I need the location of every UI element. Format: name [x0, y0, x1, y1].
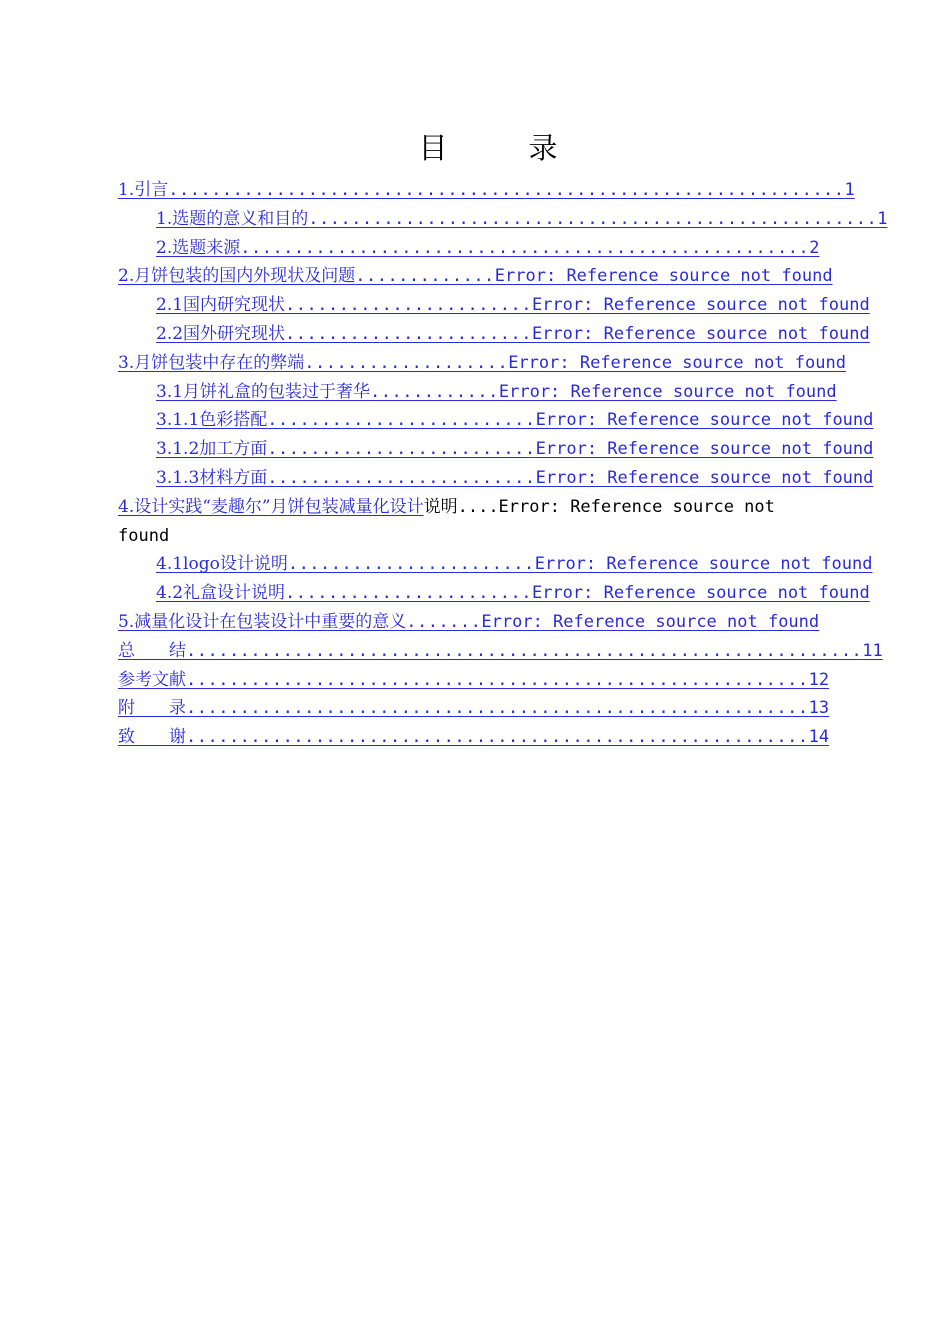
toc-dot-leader: ....................... [285, 583, 532, 604]
toc-dot-leader: .......................................................... [186, 698, 809, 719]
toc-page-number: Error: Reference source not found [531, 583, 870, 604]
toc-page-number: Error: Reference source not found [535, 439, 874, 460]
toc-entry-label: 3.1.1色彩搭配 [156, 410, 268, 431]
toc-entry-label: 4.设计实践“麦趣尔”月饼包装减量化设计 [118, 496, 424, 517]
toc-dot-leader: ..................................................... [308, 208, 878, 229]
toc-entry-label: 3.1.3材料方面 [156, 467, 268, 488]
toc-dot-leader: ............................................................... [186, 640, 863, 661]
toc-dot-leader: ......................... [267, 410, 536, 431]
toc-dot-leader: ................... [304, 352, 509, 373]
toc-entry-label: 总 结 [118, 640, 186, 661]
toc-entry-label: 1.引言 [118, 180, 169, 200]
toc-page-number: 12 [808, 669, 830, 690]
toc-entry-logo-design[interactable] [118, 550, 873, 579]
toc-entry-introduction[interactable] [118, 176, 855, 205]
toc-dot-leader: ......................... [267, 439, 536, 460]
toc-page-number: 1 [877, 208, 888, 229]
toc-dot-leader: ....................... [285, 323, 532, 344]
toc-dot-leader: .......................................................... [186, 727, 809, 748]
toc-dot-leader: ....................... [285, 295, 532, 316]
toc-page-number: Error: Reference source not found [494, 266, 833, 287]
toc-entry-giftbox-design[interactable] [118, 579, 870, 608]
toc-page-number: Error: Reference source not found [531, 323, 870, 344]
toc-page-number: 14 [808, 727, 830, 748]
toc-page-number: Error: Reference source not found [481, 611, 820, 632]
toc-entry-label: 2.月饼包装的国内外现状及问题 [118, 266, 356, 287]
toc-entry-design-practice[interactable] [118, 493, 834, 551]
toc-entry-unlinked-text: 说明....Error: Reference source not found [118, 496, 775, 546]
toc-entry-acknowledgements[interactable] [118, 723, 834, 752]
toc-entry-significance[interactable] [118, 205, 888, 234]
toc-entry-label: 参考文献 [118, 669, 186, 690]
toc-entry-significance-of-reduction[interactable] [118, 608, 834, 637]
toc-entry-label: 3.1月饼礼盒的包装过于奢华 [156, 381, 371, 402]
toc-dot-leader: ....................... [287, 554, 535, 575]
toc-dot-leader: ............ [370, 381, 499, 402]
toc-page-number: Error: Reference source not found [498, 381, 837, 402]
toc-entry-label: 致 谢 [118, 727, 186, 748]
toc-page-number: 11 [862, 640, 883, 661]
toc-page-number: Error: Reference source not found [535, 467, 874, 488]
toc-entry-foreign-research[interactable] [118, 320, 870, 349]
toc-entry-processing[interactable] [118, 435, 874, 464]
toc-entry-label: 4.2礼盒设计说明 [156, 583, 286, 604]
toc-entry-color-matching[interactable] [118, 406, 874, 435]
toc-entry-label: 3.月饼包装中存在的弊端 [118, 352, 305, 373]
toc-entry-label: 5.减量化设计在包装设计中重要的意义 [118, 611, 407, 632]
toc-title: 目 录 [418, 131, 584, 165]
toc-page-number: Error: Reference source not found [508, 352, 846, 373]
toc-entry-luxury-packaging[interactable] [118, 378, 837, 407]
toc-page-number: Error: Reference source not found [534, 554, 873, 575]
toc-entry-label: 3.1.2加工方面 [156, 439, 268, 460]
toc-dot-leader: ............................................................... [168, 180, 845, 200]
toc-page-number: 1 [844, 180, 855, 200]
toc-entry-drawbacks[interactable] [118, 349, 846, 378]
toc-entry-source[interactable] [118, 234, 834, 263]
toc-page-number: Error: Reference source not found [531, 295, 870, 316]
toc-entry-label: 4.1logo设计说明 [156, 554, 288, 575]
toc-entry-appendix[interactable] [118, 694, 834, 723]
toc-dot-leader: ..................................................... [240, 237, 810, 258]
toc-entry-status-and-problems[interactable] [118, 262, 834, 291]
toc-entry-label: 2.2国外研究现状 [156, 323, 286, 344]
toc-dot-leader: ......................... [267, 467, 536, 488]
toc-entry-domestic-research[interactable] [118, 291, 870, 320]
toc-page-number: Error: Reference source not found [535, 410, 874, 431]
toc-entry-summary[interactable] [118, 637, 883, 666]
table-of-contents [118, 176, 888, 752]
toc-entry-label: 1.选题的意义和目的 [156, 208, 309, 229]
toc-entry-label: 2.1国内研究现状 [156, 295, 286, 316]
toc-entry-references[interactable] [118, 666, 834, 695]
toc-page-number: 2 [809, 237, 820, 258]
toc-dot-leader: ............. [355, 266, 495, 287]
toc-dot-leader: ....... [406, 611, 482, 632]
toc-entry-label: 附 录 [118, 698, 186, 719]
toc-entry-materials[interactable] [118, 464, 874, 493]
toc-page-number: 13 [808, 698, 830, 719]
toc-dot-leader: .......................................................... [186, 669, 809, 690]
toc-entry-label: 2.选题来源 [156, 237, 241, 258]
